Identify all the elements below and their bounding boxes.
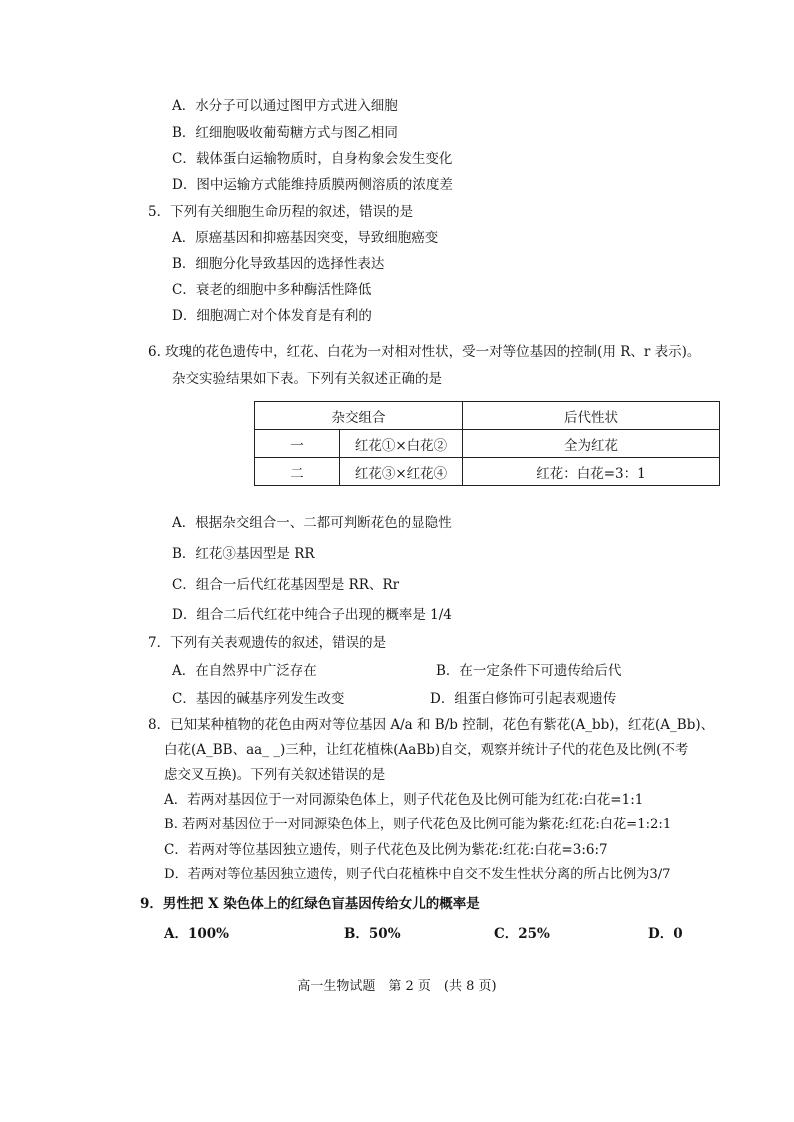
q8-option-a: A．若两对基因位于一对同源染色体上，则子代花色及比例可能为红花:白花=1:1	[164, 792, 644, 808]
q5-stem: 5．下列有关细胞生命历程的叙述，错误的是	[148, 204, 414, 220]
q9-option-a: A．100%	[164, 926, 229, 942]
q4-option-a: A．水分子可以通过图甲方式进入细胞	[172, 98, 398, 114]
q7-option-d: D．组蛋白修饰可引起表观遗传	[430, 691, 617, 707]
table-header-row	[255, 402, 720, 430]
q6-stem-line1: 6. 玫瑰的花色遗传中，红花、白花为一对相对性状，受一对等位基因的控制(用 R、r 表示)。	[148, 344, 701, 360]
table-cell-offspring: 红花：白花=3：1	[463, 458, 720, 486]
table-row	[255, 458, 720, 486]
q9-stem: 9．男性把 X 染色体上的红绿色盲基因传给女儿的概率是	[140, 896, 480, 912]
q4-option-b: B．红细胞吸收葡萄糖方式与图乙相同	[172, 125, 398, 141]
q6-option-b: B．红花③基因型是 RR	[172, 546, 315, 562]
q9-option-d: D．0	[648, 926, 683, 942]
table-header-cross: 杂交组合	[255, 402, 463, 430]
table-cell-group: 一	[255, 430, 340, 458]
q4-option-c: C．载体蛋白运输物质时，自身构象会发生变化	[172, 151, 453, 167]
q6-stem-line2: 杂交实验结果如下表。下列有关叙述正确的是	[172, 371, 442, 387]
table-cell-offspring: 全为红花	[463, 430, 720, 458]
q6-option-d: D．组合二后代红花中纯合子出现的概率是 1/4	[172, 607, 452, 623]
q8-stem-line3: 虑交叉互换)。下列有关叙述错误的是	[164, 767, 386, 783]
q8-stem-line2: 白花(A_BB、aa_ _)三种，让红花植株(AaBb)自交，观察并统计子代的花色及比例(不考	[164, 742, 689, 758]
q5-option-d: D．细胞凋亡对个体发育是有利的	[172, 308, 372, 324]
q5-option-b: B．细胞分化导致基因的选择性表达	[172, 256, 385, 272]
q5-option-a: A．原癌基因和抑癌基因突变，导致细胞癌变	[172, 230, 439, 246]
cross-experiment-table	[254, 401, 720, 486]
q7-option-a: A．在自然界中广泛存在	[172, 663, 317, 679]
table-cell-group: 二	[255, 458, 340, 486]
q8-option-c: C．若两对等位基因独立遗传，则子代花色及比例为紫花:红花:白花=3:6:7	[164, 842, 608, 858]
q9-option-b: B．50%	[344, 926, 401, 942]
table-row	[255, 430, 720, 458]
table-header-offspring: 后代性状	[463, 402, 720, 430]
q8-option-b: B. 若两对基因位于一对同源染色体上，则子代花色及比例可能为紫花:红花:白花=1:2:1	[164, 817, 672, 832]
q8-option-d: D．若两对等位基因独立遗传，则子代白花植株中自交不发生性状分离的所占比例为3/7	[164, 867, 671, 882]
q8-stem-line1: 8．已知某种植物的花色由两对等位基因 A/a 和 B/b 控制，花色有紫花(A_bb)，红花(A_Bb)、	[148, 717, 715, 733]
table-cell-cross: 红花③×红花④	[340, 458, 463, 486]
q6-option-c: C．组合一后代红花基因型是 RR、Rr	[172, 577, 400, 593]
q7-option-c: C．基因的碱基序列发生改变	[172, 691, 345, 707]
table-cell-cross: 红花①×白花②	[340, 430, 463, 458]
page-footer: 高一生物试题 第 2 页 (共 8 页)	[297, 979, 497, 994]
q9-option-c: C．25%	[494, 926, 550, 942]
q7-option-b: B．在一定条件下可遗传给后代	[436, 663, 622, 679]
q5-option-c: C．衰老的细胞中多种酶活性降低	[172, 282, 372, 298]
q6-option-a: A．根据杂交组合一、二都可判断花色的显隐性	[172, 515, 452, 531]
q4-option-d: D．图中运输方式能维持质膜两侧溶质的浓度差	[172, 177, 453, 193]
q7-stem: 7．下列有关表观遗传的叙述，错误的是	[148, 635, 387, 651]
